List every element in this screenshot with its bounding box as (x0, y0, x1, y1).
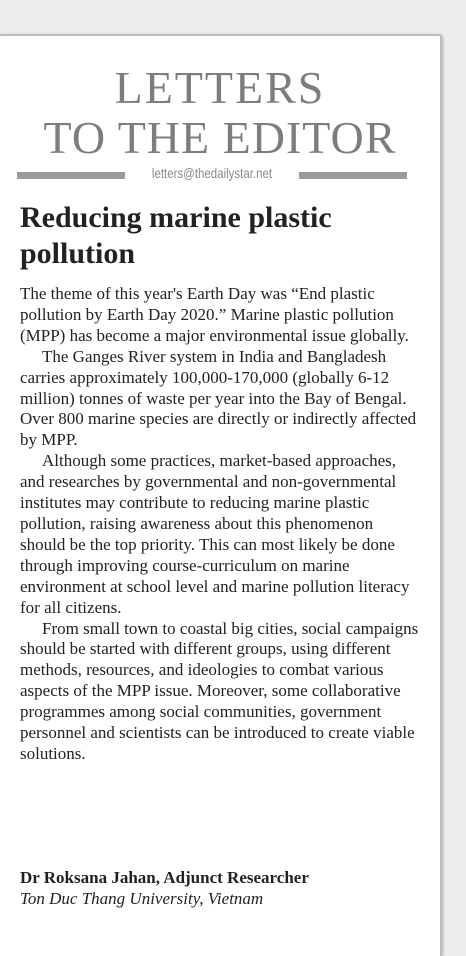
editor-email: letters@thedailystar.net (151, 165, 273, 181)
paragraph: The Ganges River system in India and Bangladesh carries approximately 100,000-170,000 (globally 6-12 million) tonnes of waste per year into the Bay of Bengal. Over 800 marine species are directly or indirectly affected by MPP. (20, 346, 417, 450)
paragraph: Although some practices, market-based approaches, and researches by governmental and non-governmental institutes may contribute to reducing marine plastic pollution, raising awareness about this phenomenon should be the top priority. This can most likely be done through improving course-curriculum on marine environment at school level and marine pollution literacy for all citizens. (20, 451, 410, 617)
author-affiliation: Ton Duc Thang University, Vietnam (20, 889, 264, 908)
section-title-line2: TO THE EDITOR (43, 112, 397, 163)
author-name: Dr Roksana Jahan, Adjunct Researcher (20, 868, 309, 887)
divider-left (17, 172, 125, 179)
paragraph: The theme of this year's Earth Day was “End plastic pollution by Earth Day 2020.” Marine plastic pollution (MPP) has become a major environmental issue globally. (20, 284, 409, 345)
newspaper-page (0, 34, 442, 956)
divider-right (299, 172, 407, 179)
signature (20, 867, 420, 909)
letter-body (20, 284, 420, 765)
letter-headline: Reducing marine plastic pollution (20, 201, 332, 270)
section-title-line1: LETTERS (114, 62, 326, 113)
paragraph: From small town to coastal big cities, social campaigns should be started with different groups, using different methods, resources, and ideologies to combat various aspects of the MPP issue. Moreover, some collaborative programmes among social communities, government personnel and scientists can be introduced to create viable solutions. (20, 618, 419, 763)
